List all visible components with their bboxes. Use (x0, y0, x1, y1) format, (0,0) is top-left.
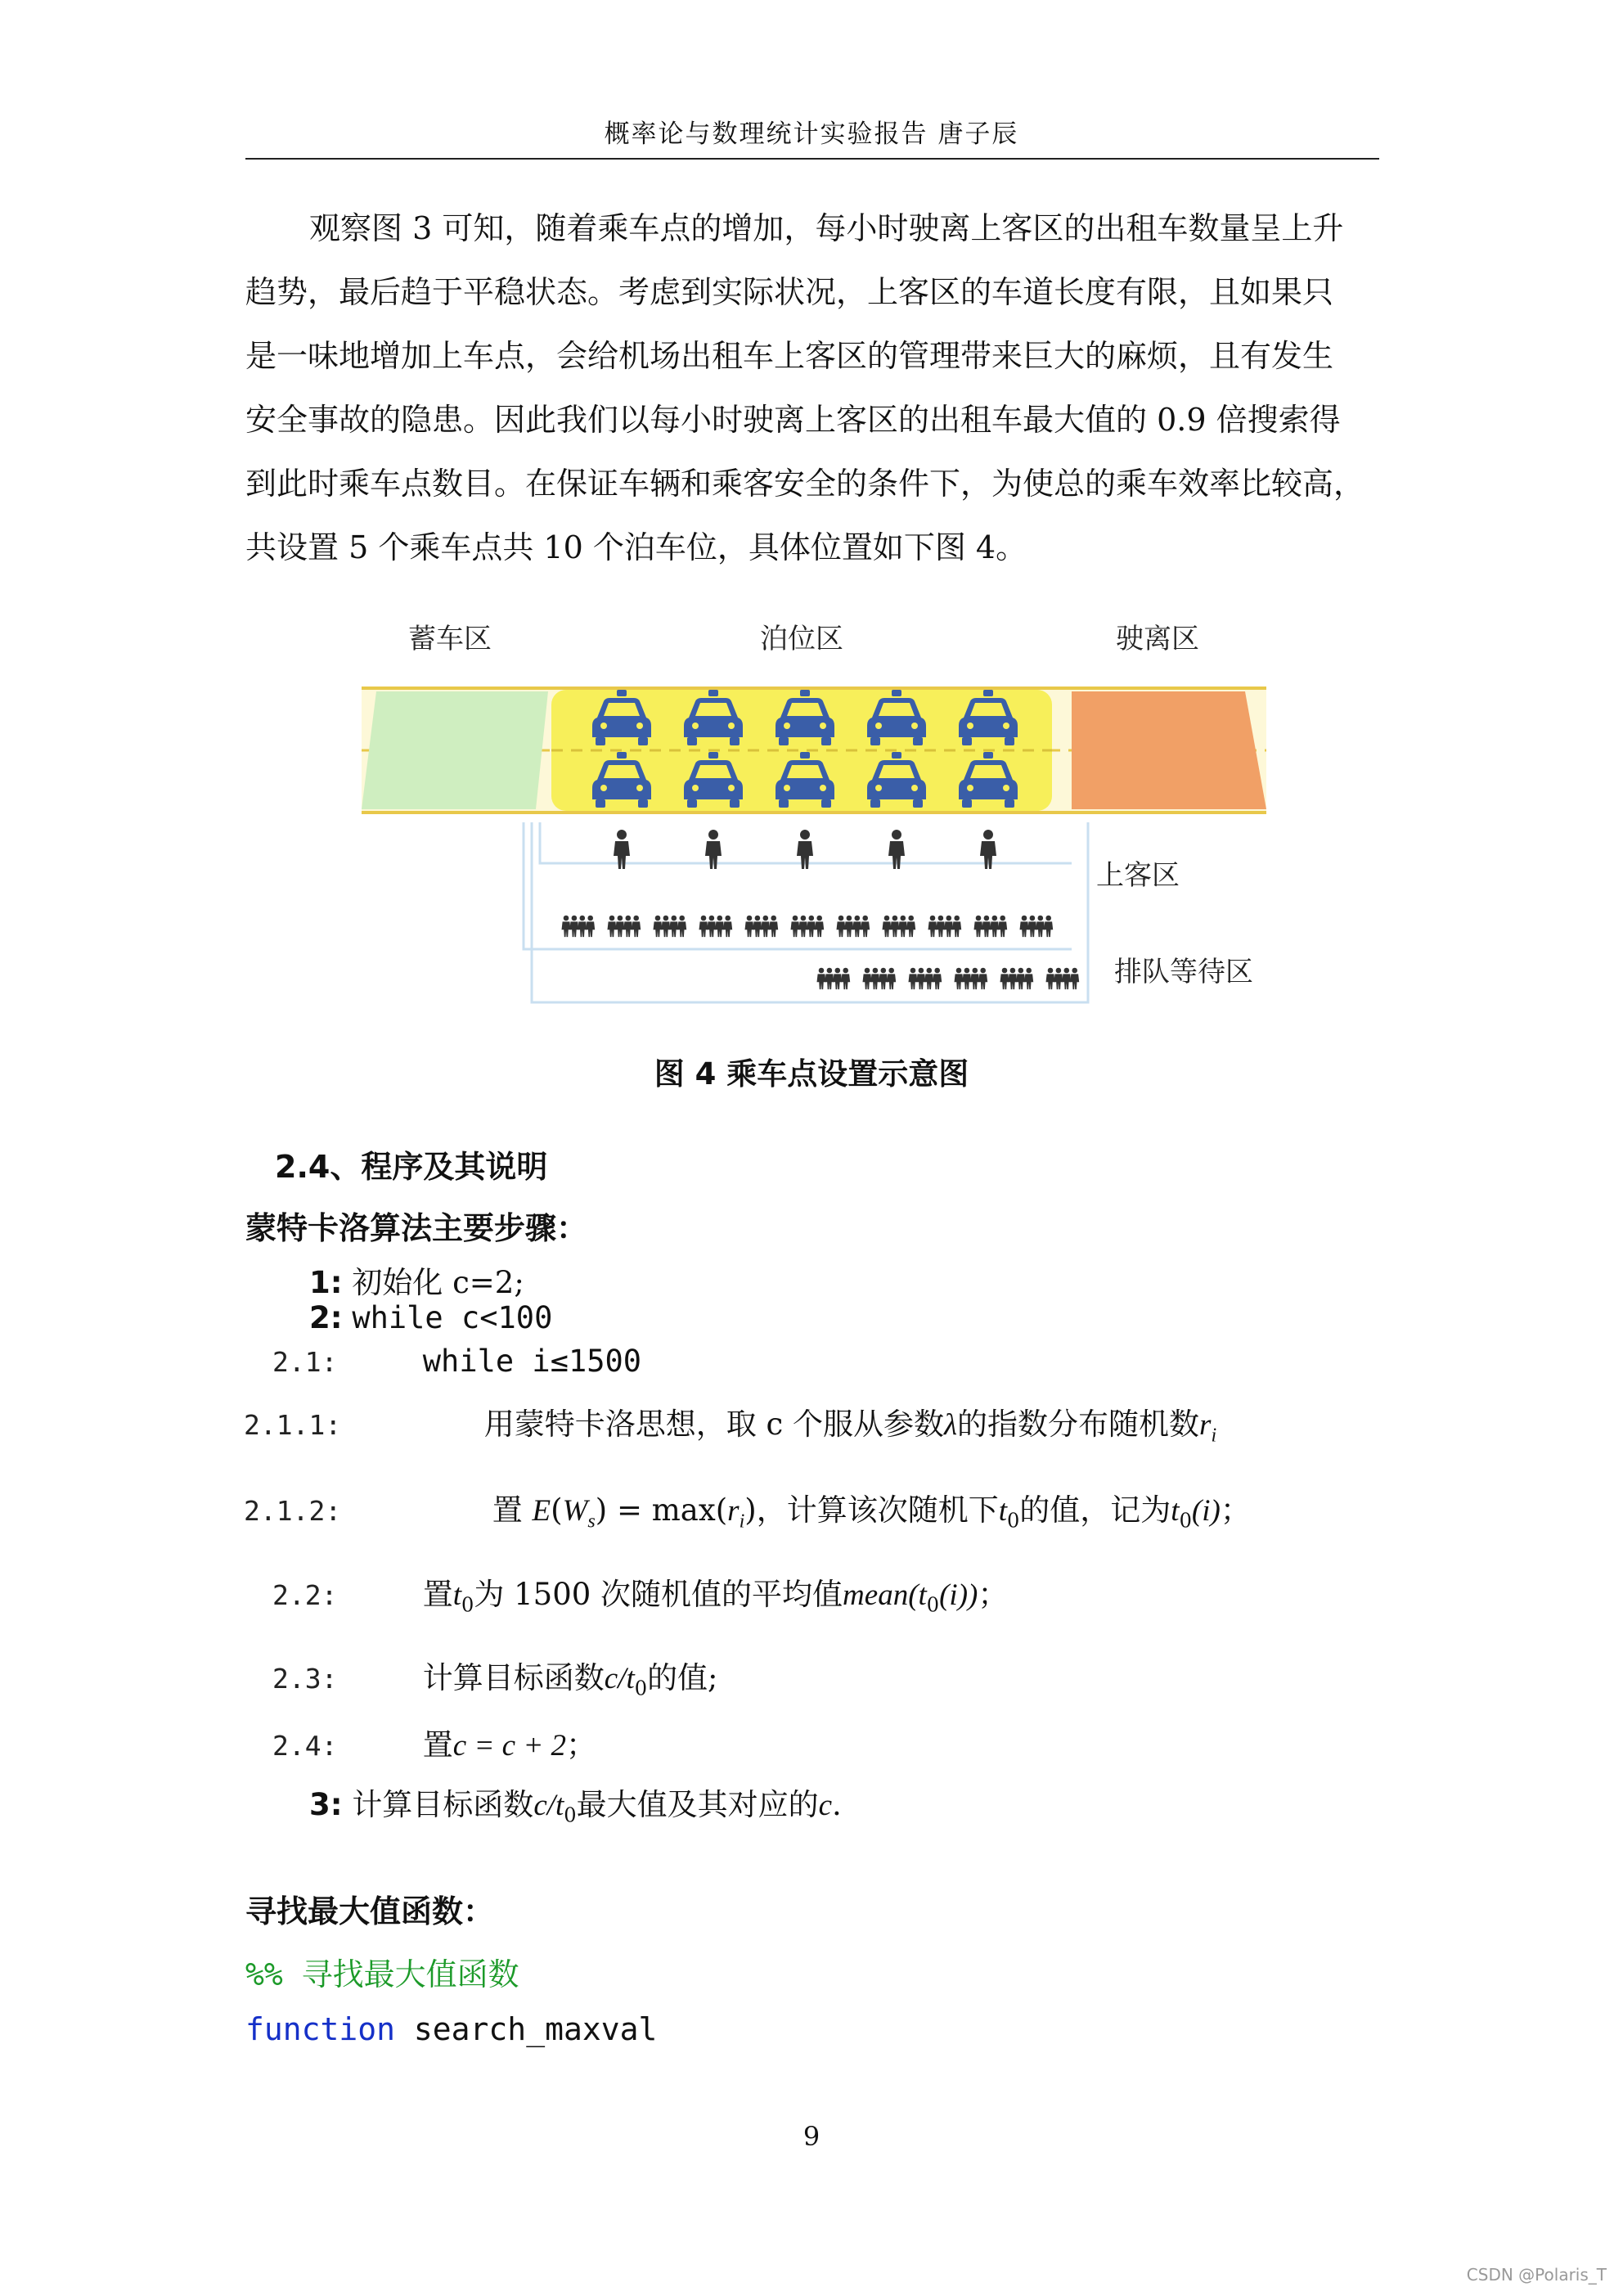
code-function-line (245, 2011, 657, 2047)
page-number: 9 (803, 2121, 820, 2152)
departure-zone-label: 驶离区 (1116, 623, 1199, 655)
header-rule (245, 158, 1379, 160)
section-heading: 2.4、程序及其说明 (275, 1149, 548, 1185)
max-function-heading: 寻找最大值函数： (245, 1893, 495, 1929)
step-2-3: 2.3: 计算目标函数$c/t_0$的值; (272, 1660, 718, 1700)
storage-zone (362, 691, 548, 809)
step-2-1-2: 2.1.2: 置 $E(W_s) = \max(r_i)$，计算该次随机下$t_0$的值，记为$t_0(i)$； (244, 1492, 1251, 1533)
departure-zone (1072, 691, 1266, 809)
paragraph-line: 共设置 5 个乘车点共 10 个泊车位，具体位置如下图 4。 (245, 529, 1027, 565)
paragraph-line: 趋势，最后趋于平稳状态。考虑到实际状况，上客区的车道长度有限，且如果只 (245, 274, 1334, 310)
figure-caption: 图 4 乘车点设置示意图 (654, 1056, 969, 1092)
boarding-point-diagram (352, 618, 1276, 1027)
step-1: 1: 初始化 c=2; (309, 1265, 524, 1300)
code-keyword: function (245, 2011, 396, 2047)
step-3: 3: 计算目标函数$c/t_0$最大值及其对应的c. (309, 1787, 842, 1827)
subsection-heading: 蒙特卡洛算法主要步骤： (245, 1210, 588, 1246)
boarding-zone-label: 上客区 (1096, 859, 1180, 892)
code-comment: %% 寻找最大值函数 (245, 1956, 519, 1992)
queue-crowd-icon (562, 916, 1054, 937)
step-2-1: 2.1: while i≤1500 (272, 1344, 642, 1379)
parking-zone-label: 泊位区 (760, 623, 843, 655)
paragraph-line: 观察图 3 可知，随着乘车点的增加，每小时驶离上客区的出租车数量呈上升 (309, 210, 1344, 246)
paragraph-line: 安全事故的隐患。因此我们以每小时驶离上客区的出租车最大值的 0.9 倍搜索得 (245, 402, 1341, 438)
paragraph-line: 是一味地增加上车点，会给机场出租车上客区的管理带来巨大的麻烦，且有发生 (245, 338, 1334, 374)
step-2: 2: while c<100 (309, 1300, 553, 1335)
code-function-name: search_maxval (413, 2011, 658, 2047)
queue-zone-label: 排队等待区 (1114, 956, 1253, 988)
paragraph-line: 到此时乘车点数目。在保证车辆和乘客安全的条件下，为使总的乘车效率比较高， (245, 466, 1365, 502)
storage-zone-label: 蓄车区 (408, 623, 492, 655)
queue-crowd-icon (817, 968, 1080, 989)
watermark: CSDN @Polaris_T (1466, 2265, 1607, 2285)
step-2-1-1: 2.1.1: 用蒙特卡洛思想，取 c 个服从参数λ的指数分布随机数$r_i$ (244, 1407, 1217, 1447)
step-2-4: 2.4: 置c = c + 2； (272, 1727, 597, 1763)
page-header: 概率论与数理统计实验报告 唐子辰 (604, 119, 1019, 149)
step-2-2: 2.2: 置$t_0$为 1500 次随机值的平均值$mean(t_0(i))$； (272, 1577, 1009, 1617)
body-paragraph (245, 196, 1382, 579)
